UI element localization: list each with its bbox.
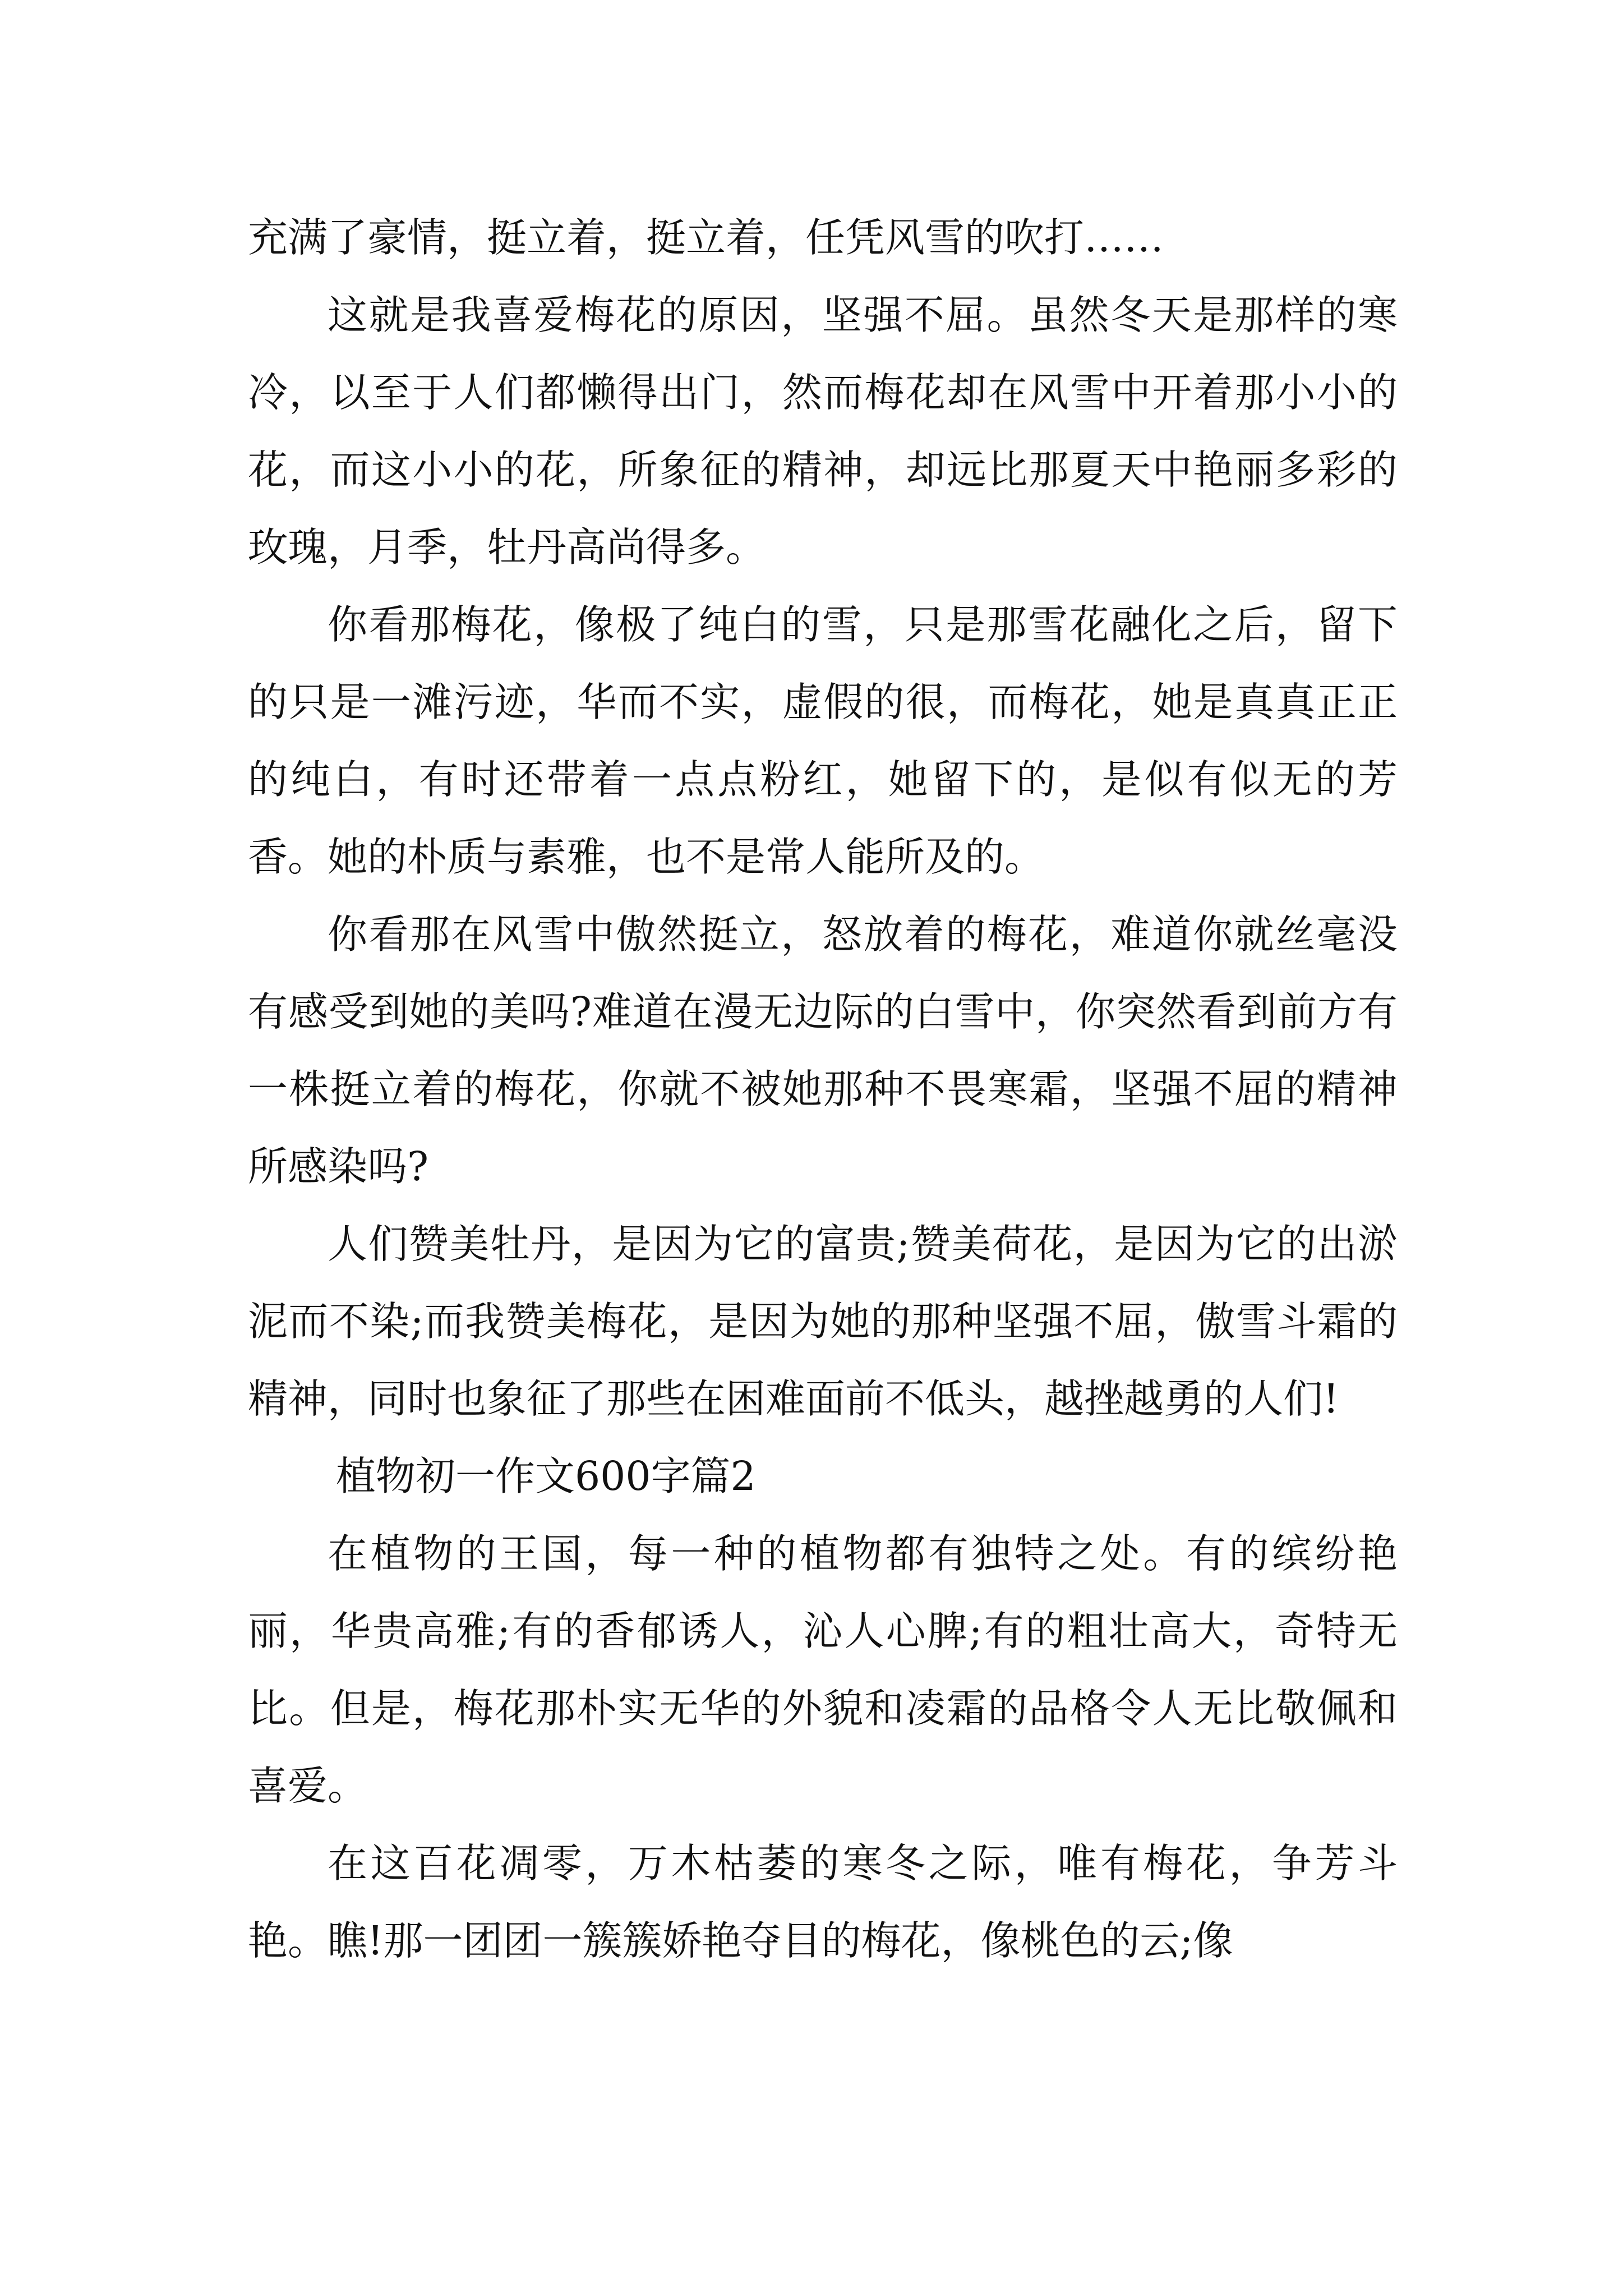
paragraph: 你看那梅花，像极了纯白的雪，只是那雪花融化之后，留下的只是一滩污迹，华而不实，虚假的很，而梅花，她是真真正正的纯白，有时还带着一点点粉红，她留下的，是似有似无的芳香。她的朴质与素雅，也不是常人能所及的。 <box>248 601 1398 880</box>
paragraph: 人们赞美牡丹，是因为它的富贵;赞美荷花，是因为它的出淤泥而不染;而我赞美梅花，是因为她的那种坚强不屈，傲雪斗霜的精神，同时也象征了那些在困难面前不低头，越挫越勇的人们! <box>248 1221 1398 1422</box>
paragraph: 你看那在风雪中傲然挺立，怒放着的梅花，难道你就丝毫没有感受到她的美吗?难道在漫无边际的白雪中，你突然看到前方有一株挺立着的梅花，你就不被她那种不畏寒霜，坚强不屈的精神所感染吗? <box>248 911 1398 1190</box>
section-heading: 植物初一作文600字篇2 <box>336 1453 756 1499</box>
paragraph: 在植物的王国，每一种的植物都有独特之处。有的缤纷艳丽，华贵高雅;有的香郁诱人，沁人心脾;有的粗壮高大，奇特无比。但是，梅花那朴实无华的外貌和凌霜的品格令人无比敬佩和喜爱。 <box>248 1530 1398 1809</box>
paragraph: 这就是我喜爱梅花的原因，坚强不屈。虽然冬天是那样的寒冷，以至于人们都懒得出门，然而梅花却在风雪中开着那小小的花，而这小小的花，所象征的精神，却远比那夏天中艳丽多彩的玫瑰，月季，牡丹高尚得多。 <box>248 292 1398 570</box>
paragraph: 在这百花凋零，万木枯萎的寒冬之际，唯有梅花，争芳斗艳。瞧!那一团团一簇簇娇艳夺目的梅花，像桃色的云;像 <box>248 1840 1398 1964</box>
paragraph-continued: 充满了豪情，挺立着，挺立着，任凭风雪的吹打…… <box>248 214 1164 261</box>
document-body <box>248 199 1398 1980</box>
